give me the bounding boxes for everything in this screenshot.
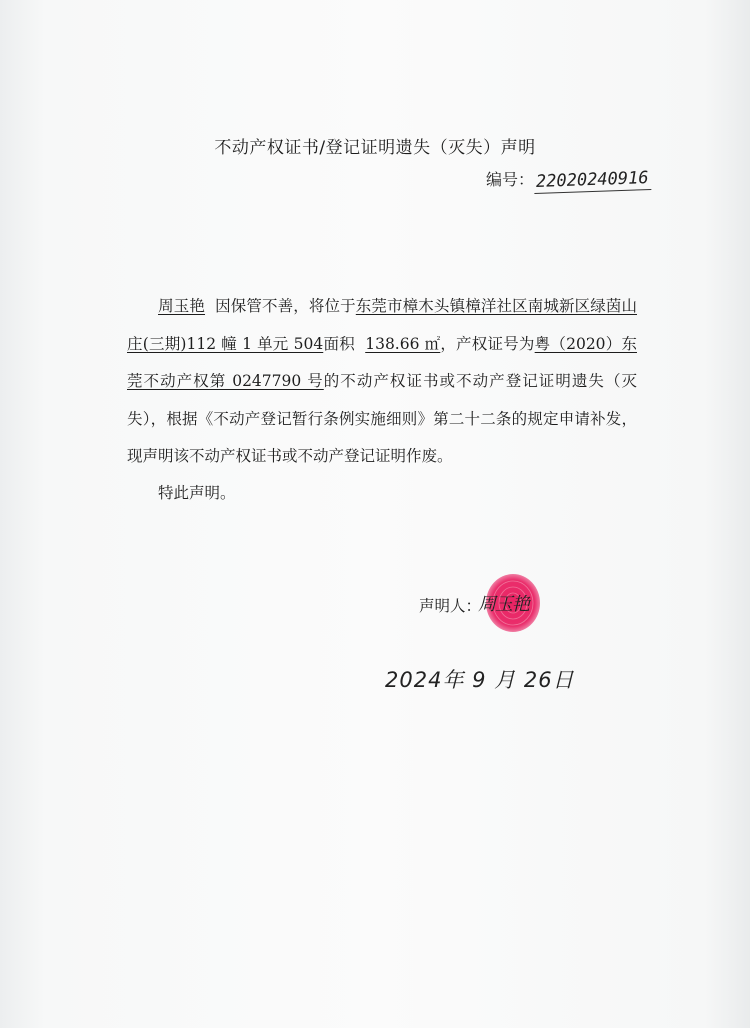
certificate-number: 粤（2020）东莞不动产权第 0247790 号 [127,334,637,390]
text-segment-2: 面积 [323,334,355,353]
handwritten-date: 2024年 9 月 26日 [385,668,575,692]
handwritten-signature: 周玉艳 [478,594,529,615]
property-area: 138.66 ㎡ [365,334,441,353]
document-title: 不动产权证书/登记证明遗失（灭失）声明 [214,138,536,158]
declaration-paragraph [127,288,637,476]
number-label: 编号： [486,170,535,189]
property-address: 东莞市樟木头镇樟洋社区南城新区绿茵山庄(三期)112 幢 1 单元 504 [127,297,637,353]
signature-label: 声明人： [419,597,482,615]
text-segment-1: 因保管不善，将位于 [215,297,356,315]
text-segment-4: 的不动产权证书或不动产登记证明遗失（灭失），根据《不动产登记暂行条例实施细则》第二十二条的规定申请补发，现声明该不动产权证书或不动产登记证明作废。 [127,372,637,465]
declaration-body [127,288,637,476]
text-segment-3: ，产权证号为 [440,334,535,353]
number-value-handwritten: 22020240916 [534,168,651,194]
closing-statement: 特此声明。 [158,484,236,502]
owner-name: 周玉艳 [158,297,206,315]
document-number [486,167,651,192]
